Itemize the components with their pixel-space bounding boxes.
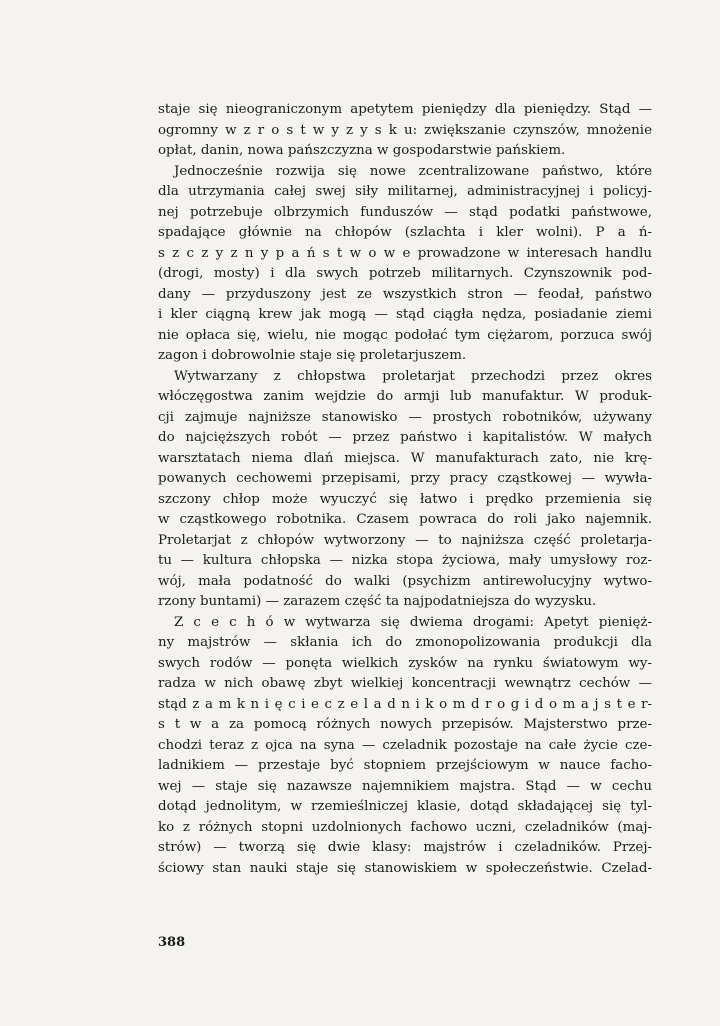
text-line: (drogi, mosty) i dla swych potrzeb militarnych. Czynszownik pod- <box>158 266 652 281</box>
text-line: opłat, danin, nowa pańszczyzna w gospodarstwie pańskiem. <box>158 143 566 158</box>
text-line: Jednocześnie rozwija się nowe zcentralizowane państwo, które <box>174 163 652 179</box>
text-line: rzony buntami) — zarazem część ta najpodatniejsza do wyzysku. <box>158 594 597 609</box>
text-line: i kler ciągną krew jak mogą — stąd ciągła nędza, posiadanie ziemi <box>158 307 652 322</box>
body-text <box>158 100 652 879</box>
text-line: warsztatach niema dlań miejsca. W manufakturach zato, nie krę- <box>158 450 652 466</box>
text-line: ny majstrów — skłania ich do zmonopolizowania produkcji dla <box>158 635 652 650</box>
text-line: tu — kultura chłopska — nizka stopa życiowa, mały umysłowy roz- <box>158 553 652 568</box>
text-line: dotąd jednolitym, w rzemieślniczej klasie, dotąd składającej się tyl- <box>158 799 652 814</box>
text-line: nie opłaca się, wielu, nie mogąc podołać tym ciężarom, porzuca swój <box>158 327 652 343</box>
text-line: s z c z y z n y p a ń s t w o w e prowadzone w interesach handlu <box>158 245 652 261</box>
text-line: staje się nieograniczonym apetytem pieniędzy dla pieniędzy. Stąd — <box>158 102 652 117</box>
text-line: wej — staje się nazawsze najemnikiem majstra. Stąd — w cechu <box>158 778 652 794</box>
text-line: swych rodów — ponęta wielkich zysków na rynku światowym wy- <box>158 655 652 671</box>
text-line: Proletarjat z chłopów wytworzony — to najniższa część proletarja- <box>158 532 652 548</box>
text-line: włóczęgostwa zanim wejdzie do armji lub manufaktur. W produk- <box>158 389 652 404</box>
text-line: nej potrzebuje olbrzymich funduszów — stąd podatki państwowe, <box>158 204 652 220</box>
text-line: radza w nich obawę zbyt wielkiej koncentracji wewnątrz cechów — <box>158 676 652 691</box>
text-line: ściowy stan nauki staje się stanowiskiem w społeczeństwie. Czelad- <box>158 860 652 876</box>
text-line: cji zajmuje najniższe stanowisko — prostych robotników, używany <box>158 409 652 425</box>
text-line: stąd z a m k n i ę c i e c z e l a d n i k o m d r o g i d o m a j s t e r- <box>158 696 652 712</box>
text-line: s t w a za pomocą różnych nowych przepisów. Majsterstwo prze- <box>158 717 652 732</box>
text-line: w cząstkowego robotnika. Czasem powraca do roli jako najemnik. <box>158 512 652 527</box>
page-number: 388 <box>158 935 186 950</box>
text-line: ko z różnych stopni uzdolnionych fachowo uczni, czeladników (maj- <box>158 819 652 835</box>
text-line: ogromny w z r o s t w y z y s k u: zwiększanie czynszów, mnożenie <box>158 122 652 138</box>
text-line: dla utrzymania całej swej siły militarnej, administracyjnej i policyj- <box>158 184 652 199</box>
text-line: chodzi teraz z ojca na syna — czeladnik pozostaje na całe życie cze- <box>158 737 652 753</box>
text-line: dany — przyduszony jest ze wszystkich stron — feodał, państwo <box>158 286 652 302</box>
text-line: powanych cechowemi przepisami, przy pracy cząstkowej — wywła- <box>158 471 652 486</box>
text-line: Z c e c h ó w wytwarza się dwiema drogami: Apetyt pienięż- <box>174 614 652 630</box>
text-line: zagon i dobrowolnie staje się proletarjuszem. <box>158 348 467 363</box>
text-line: wój, mała podatność do walki (psychizm antirewolucyjny wytwo- <box>158 573 652 589</box>
text-line: szczony chłop może wyuczyć się łatwo i prędko przemienia się <box>158 491 652 507</box>
text-line: strów) — tworzą się dwie klasy: majstrów i czeladników. Przej- <box>158 840 652 855</box>
text-line: do najcięższych robót — przez państwo i kapitalistów. W małych <box>158 430 652 445</box>
text-line: ladnikiem — przestaje być stopniem przejściowym w nauce facho- <box>158 758 652 773</box>
text-line: spadające głównie na chłopów (szlachta i kler wolni). P a ń- <box>158 225 652 240</box>
text-line: Wytwarzany z chłopstwa proletarjat przechodzi przez okres <box>174 368 652 384</box>
